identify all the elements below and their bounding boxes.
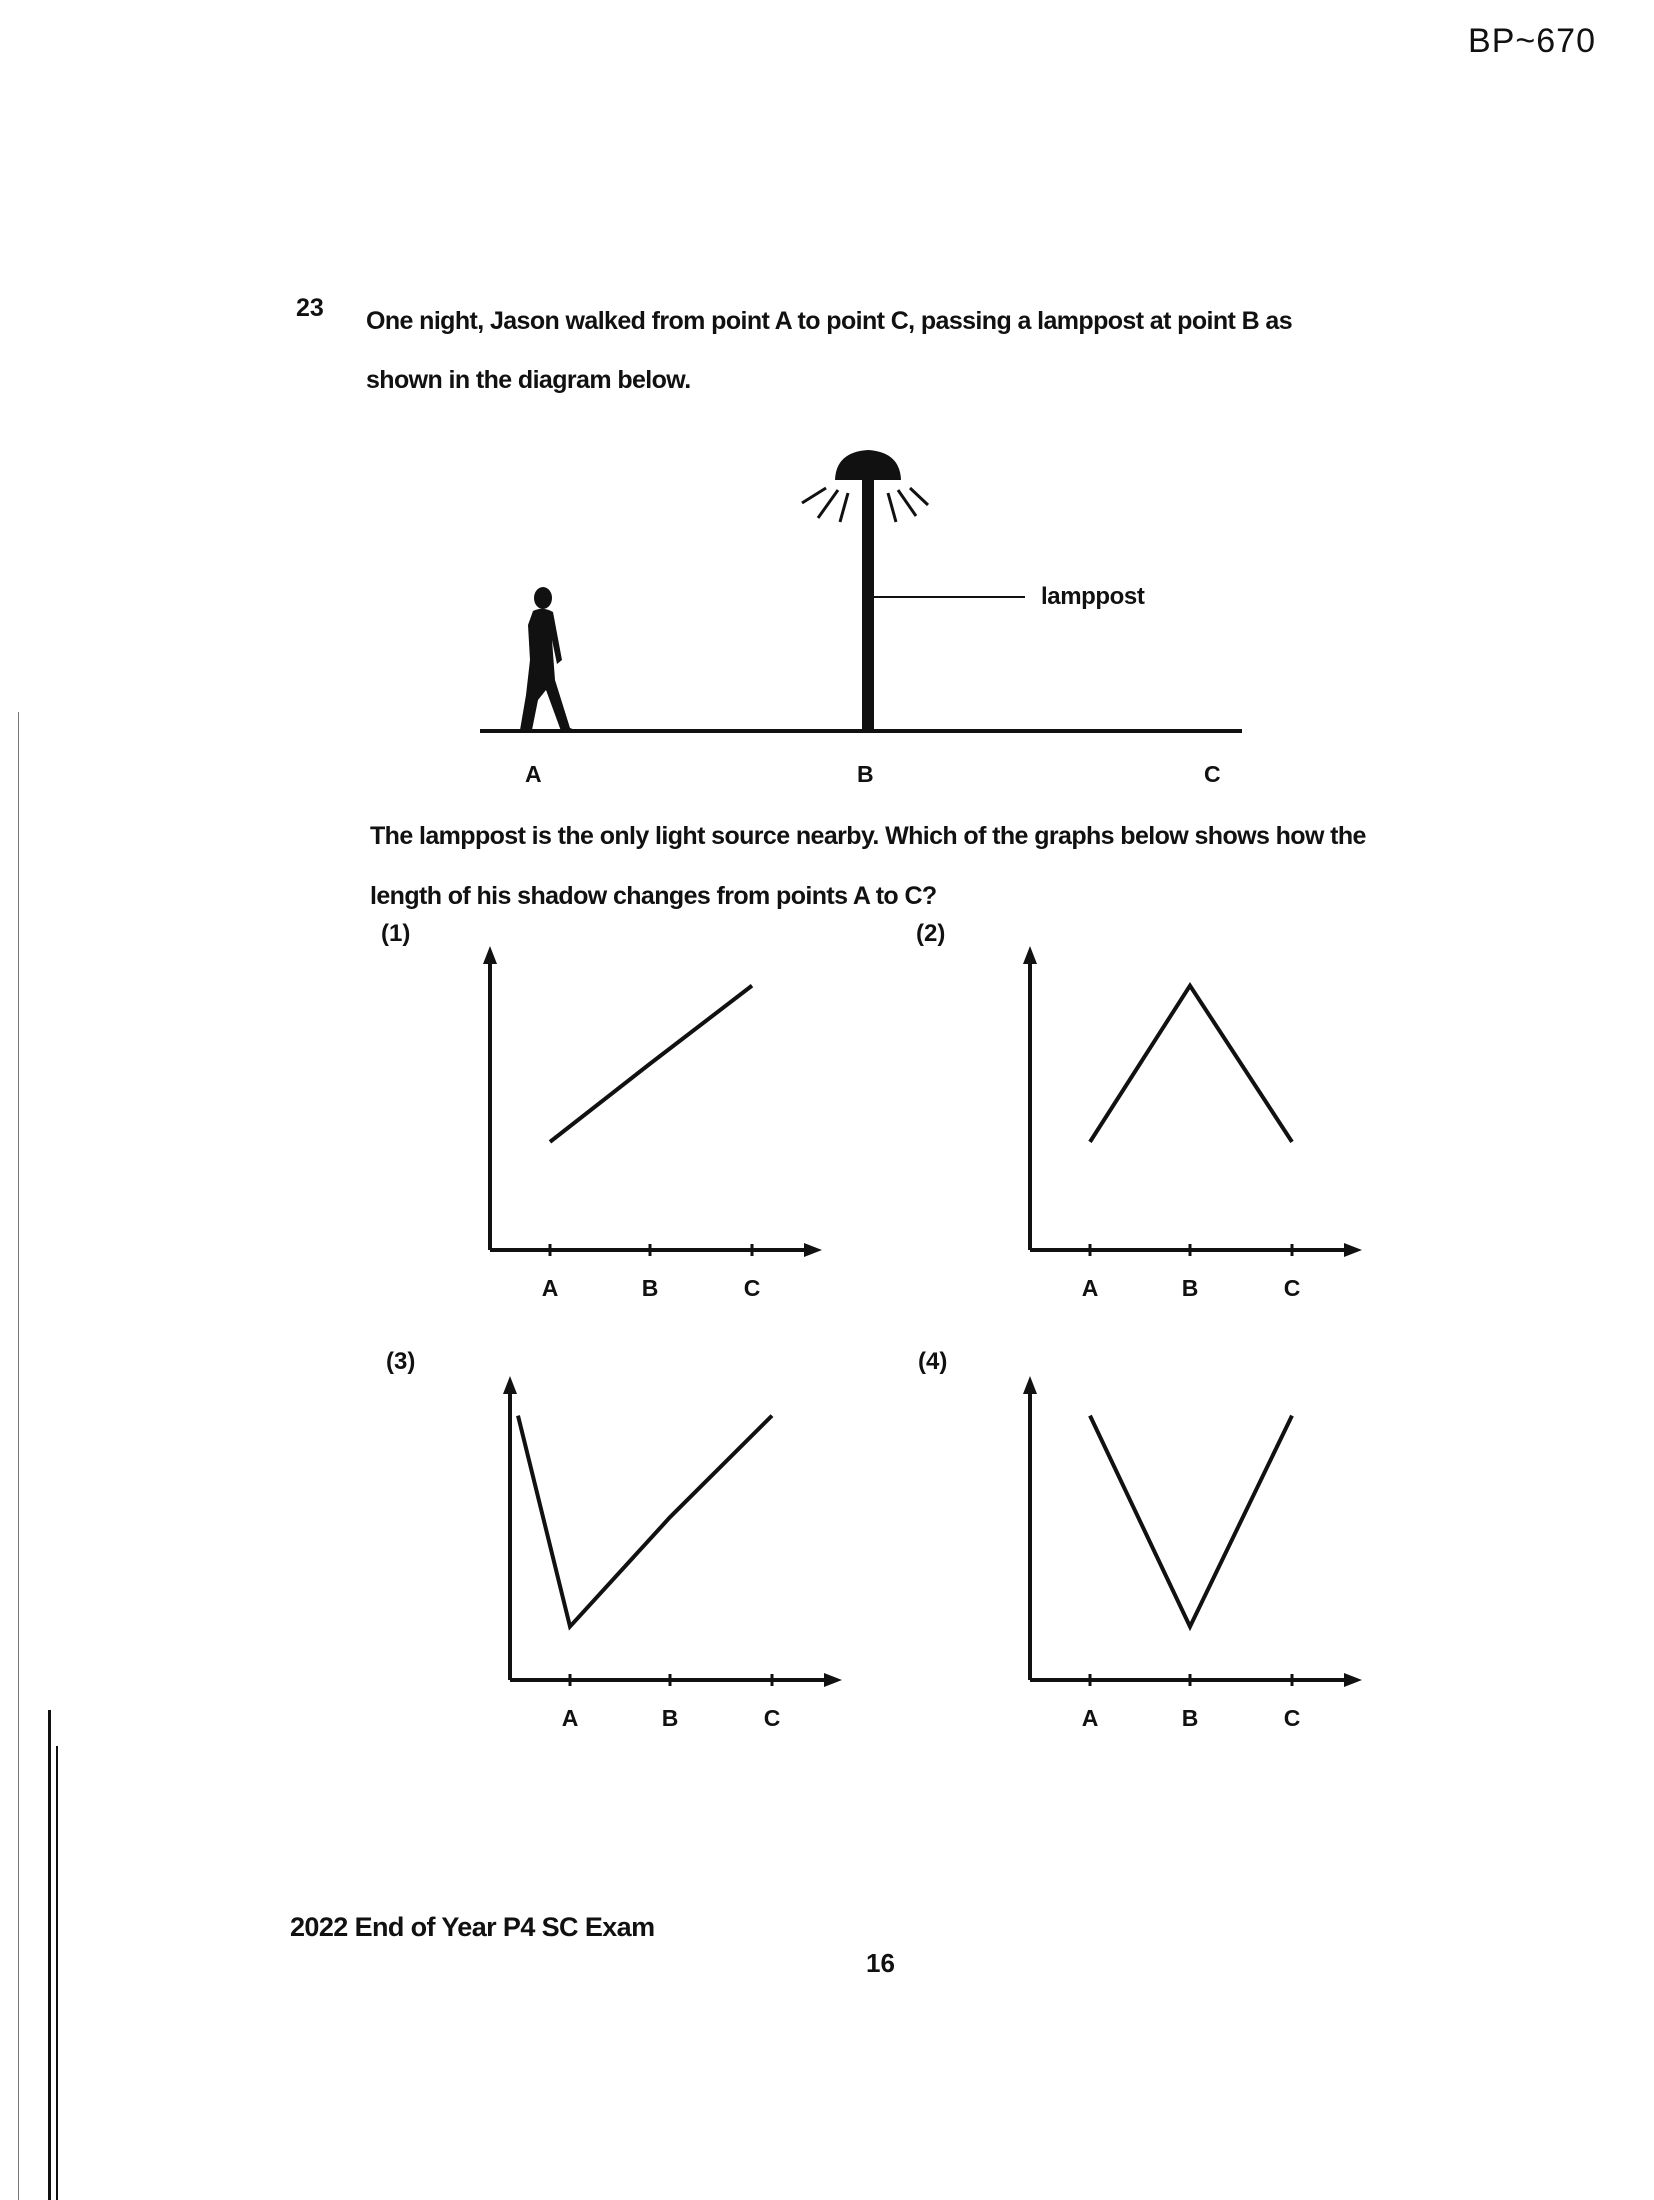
page-number: 16 <box>866 1948 895 1978</box>
scan-edge-line <box>56 1746 58 2200</box>
scan-edge-line <box>48 1710 51 2200</box>
series-line <box>518 1416 772 1627</box>
x-tick-label: A <box>1081 1705 1099 1731</box>
option-label: (3) <box>386 1348 416 1375</box>
series-line <box>1090 986 1292 1142</box>
option-label: (4) <box>918 1348 948 1375</box>
x-tick-label: B <box>1181 1275 1199 1301</box>
diagram-point-c: C <box>1204 761 1221 787</box>
x-tick-label: B <box>641 1275 659 1301</box>
question-prompt: The lamppost is the only light source nearby. Which of the graphs below shows how the length of his shadow changes from points A to C? <box>370 822 1366 910</box>
y-axis-arrow <box>1023 1376 1037 1394</box>
question-number: 23 <box>296 294 324 322</box>
diagram-point-a: A <box>525 761 542 787</box>
x-tick-label: A <box>541 1275 559 1301</box>
y-axis-arrow <box>483 946 497 964</box>
person-silhouette <box>520 587 578 731</box>
x-axis-arrow <box>1344 1243 1362 1257</box>
option-graph-1 <box>470 930 850 1320</box>
x-axis-arrow <box>824 1673 842 1687</box>
series-line <box>550 986 752 1142</box>
document-code: BP~670 <box>1468 22 1596 60</box>
graph-axes <box>503 1376 842 1687</box>
x-tick-label: C <box>1283 1275 1301 1301</box>
x-axis-arrow <box>1344 1673 1362 1687</box>
lamppost-diagram <box>0 0 1654 800</box>
option-label: (1) <box>381 920 411 947</box>
x-tick-label: B <box>661 1705 679 1731</box>
x-tick-label: A <box>1081 1275 1099 1301</box>
y-axis-arrow <box>1023 946 1037 964</box>
x-tick-label: C <box>763 1705 781 1731</box>
option-label: (2) <box>916 920 946 947</box>
option-graph-4 <box>1010 1360 1390 1750</box>
lamppost-pole <box>862 470 874 733</box>
x-tick-label: C <box>743 1275 761 1301</box>
x-axis-arrow <box>804 1243 822 1257</box>
lamppost-label: lamppost <box>1041 583 1145 610</box>
graph-axes <box>1023 1376 1362 1687</box>
x-tick-label: B <box>1181 1705 1199 1731</box>
option-graph-3 <box>490 1360 870 1750</box>
scan-edge-line <box>18 712 19 2200</box>
diagram-point-b: B <box>857 761 874 787</box>
series-line <box>1090 1416 1292 1627</box>
x-tick-label: C <box>1283 1705 1301 1731</box>
option-graph-2 <box>1010 930 1390 1320</box>
graph-axes <box>483 946 822 1257</box>
exam-footer: 2022 End of Year P4 SC Exam <box>290 1912 655 1942</box>
question-text: One night, Jason walked from point A to point C, passing a lamppost at point B as shown in the diagram below. <box>366 307 1292 394</box>
x-tick-label: A <box>561 1705 579 1731</box>
y-axis-arrow <box>503 1376 517 1394</box>
lamp-head <box>835 450 901 480</box>
